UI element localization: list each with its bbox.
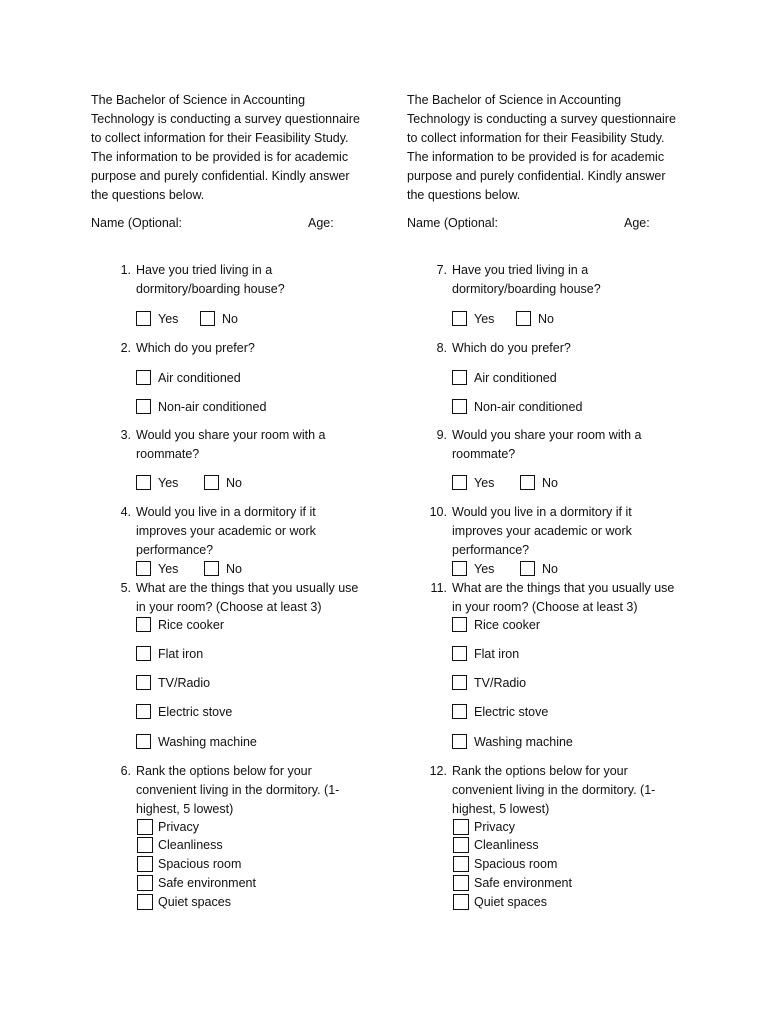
- option-label: No: [538, 312, 554, 326]
- question-text: Which do you prefer?: [452, 341, 571, 355]
- name-age-row: [407, 214, 677, 233]
- option-label: No: [226, 476, 242, 490]
- question-12: [407, 762, 677, 819]
- option-label: Safe environment: [474, 876, 572, 890]
- checkbox[interactable]: [452, 370, 467, 385]
- q9-no-option[interactable]: [520, 474, 558, 492]
- checkbox[interactable]: [520, 561, 535, 576]
- intro-text: The Bachelor of Science in Accounting Technology is conducting a survey questionnaire to collect information for their Feasibility Study. The information to be provided is for academic purpose and purely confidential. Kindly answer the questions below.: [407, 93, 676, 202]
- option-label: Privacy: [158, 820, 199, 834]
- question-text: What are the things that you usually use in your room? (Choose at least 3): [136, 581, 359, 614]
- option-label: Rice cooker: [474, 618, 540, 632]
- q6-rank-privacy[interactable]: [137, 818, 199, 836]
- checkbox[interactable]: [520, 475, 535, 490]
- q4-yes-option[interactable]: [136, 560, 178, 578]
- question-7: [407, 261, 677, 299]
- rank-box[interactable]: [453, 856, 469, 872]
- intro-text: The Bachelor of Science in Accounting Technology is conducting a survey questionnaire to collect information for their Feasibility Study. The information to be provided is for academic purpose and purely confidential. Kindly answer the questions below.: [91, 93, 360, 202]
- option-label: Cleanliness: [474, 838, 539, 852]
- q12-rank-spacious-room[interactable]: [453, 855, 557, 873]
- checkbox[interactable]: [136, 311, 151, 326]
- rank-box[interactable]: [137, 856, 153, 872]
- q11-option-electric-stove[interactable]: [452, 703, 548, 721]
- q8-aircon-option[interactable]: [452, 369, 557, 387]
- option-label: Rice cooker: [158, 618, 224, 632]
- checkbox[interactable]: [452, 399, 467, 414]
- q6-rank-cleanliness[interactable]: [137, 836, 223, 854]
- rank-box[interactable]: [453, 819, 469, 835]
- q6-rank-quiet-spaces[interactable]: [137, 893, 231, 911]
- rank-box[interactable]: [453, 894, 469, 910]
- question-1: [91, 261, 361, 299]
- question-number: 11.: [430, 581, 447, 595]
- rank-box[interactable]: [137, 819, 153, 835]
- option-label: Cleanliness: [158, 838, 223, 852]
- question-5: [91, 579, 361, 617]
- checkbox[interactable]: [452, 646, 467, 661]
- question-6: [91, 762, 361, 819]
- checkbox[interactable]: [452, 475, 467, 490]
- age-label: Age:: [308, 216, 334, 230]
- q5-option-tv-radio[interactable]: [136, 674, 210, 692]
- question-text: Rank the options below for your convenient living in the dormitory. (1-highest, 5 lowest): [452, 764, 656, 816]
- question-8: [407, 339, 677, 358]
- question-text: Would you share your room with a roommate?: [452, 428, 642, 461]
- option-label: Privacy: [474, 820, 515, 834]
- option-label: No: [542, 476, 558, 490]
- survey-column-left: [91, 91, 361, 909]
- q6-rank-safe-environment[interactable]: [137, 874, 256, 892]
- question-9: [407, 426, 677, 464]
- question-4: [91, 503, 361, 560]
- question-number: 9.: [436, 428, 447, 442]
- option-label: Air conditioned: [158, 371, 241, 385]
- q9-yes-option[interactable]: [452, 474, 494, 492]
- option-label: Yes: [158, 476, 179, 490]
- option-label: Quiet spaces: [158, 895, 231, 909]
- q11-option-washing-machine[interactable]: [452, 733, 573, 751]
- checkbox[interactable]: [136, 399, 151, 414]
- q5-option-rice-cooker[interactable]: [136, 616, 224, 634]
- checkbox[interactable]: [452, 617, 467, 632]
- checkbox[interactable]: [136, 734, 151, 749]
- question-number: 4.: [120, 505, 131, 519]
- option-label: Washing machine: [474, 735, 573, 749]
- rank-box[interactable]: [453, 837, 469, 853]
- checkbox[interactable]: [136, 704, 151, 719]
- option-label: Non-air conditioned: [158, 400, 267, 414]
- question-11: [407, 579, 677, 617]
- q2-aircon-option[interactable]: [136, 369, 241, 387]
- question-text: Which do you prefer?: [136, 341, 255, 355]
- option-label: Washing machine: [158, 735, 257, 749]
- q8-nonaircon-option[interactable]: [452, 398, 582, 416]
- question-text: What are the things that you usually use in your room? (Choose at least 3): [452, 581, 675, 614]
- q12-rank-cleanliness[interactable]: [453, 836, 539, 854]
- question-number: 10.: [429, 505, 447, 519]
- q7-yes-option[interactable]: [452, 310, 494, 328]
- question-text: Have you tried living in a dormitory/boarding house?: [136, 263, 285, 296]
- question-number: 2.: [120, 341, 131, 355]
- q12-rank-quiet-spaces[interactable]: [453, 893, 547, 911]
- rank-box[interactable]: [453, 875, 469, 891]
- checkbox[interactable]: [452, 704, 467, 719]
- q11-option-rice-cooker[interactable]: [452, 616, 540, 634]
- checkbox[interactable]: [136, 646, 151, 661]
- q10-yes-option[interactable]: [452, 560, 494, 578]
- question-number: 12.: [429, 764, 447, 778]
- name-label: Name (Optional:: [91, 216, 183, 230]
- question-2: [91, 339, 361, 358]
- checkbox[interactable]: [452, 675, 467, 690]
- checkbox[interactable]: [452, 561, 467, 576]
- option-label: Yes: [158, 562, 179, 576]
- q3-no-option[interactable]: [204, 474, 242, 492]
- question-number: 6.: [120, 764, 131, 778]
- option-label: Yes: [474, 476, 495, 490]
- q5-option-flat-iron[interactable]: [136, 645, 203, 663]
- option-label: Safe environment: [158, 876, 256, 890]
- checkbox[interactable]: [452, 734, 467, 749]
- option-label: Quiet spaces: [474, 895, 547, 909]
- option-label: TV/Radio: [158, 676, 211, 690]
- question-number: 3.: [120, 428, 131, 442]
- q1-no-option[interactable]: [200, 310, 238, 328]
- checkbox[interactable]: [136, 617, 151, 632]
- checkbox[interactable]: [204, 475, 219, 490]
- checkbox[interactable]: [136, 675, 151, 690]
- question-text: Rank the options below for your convenient living in the dormitory. (1-highest, 5 lowest): [136, 764, 340, 816]
- question-number: 5.: [120, 581, 131, 595]
- name-label: Name (Optional:: [407, 216, 499, 230]
- rank-box[interactable]: [137, 894, 153, 910]
- survey-column-right: [407, 91, 677, 909]
- option-label: Flat iron: [474, 647, 520, 661]
- q5-option-electric-stove[interactable]: [136, 703, 232, 721]
- option-label: Yes: [158, 312, 179, 326]
- option-label: Spacious room: [474, 857, 558, 871]
- age-label: Age:: [624, 216, 650, 230]
- question-text: Would you share your room with a roommate?: [136, 428, 326, 461]
- question-number: 7.: [436, 263, 447, 277]
- q10-no-option[interactable]: [520, 560, 558, 578]
- option-label: Electric stove: [474, 705, 549, 719]
- checkbox[interactable]: [200, 311, 215, 326]
- q12-rank-safe-environment[interactable]: [453, 874, 572, 892]
- question-text: Would you live in a dormitory if it improves your academic or work performance?: [452, 505, 632, 557]
- name-age-row: [91, 214, 361, 233]
- option-label: No: [226, 562, 242, 576]
- q6-rank-spacious-room[interactable]: [137, 855, 241, 873]
- option-label: Air conditioned: [474, 371, 557, 385]
- question-number: 8.: [436, 341, 447, 355]
- checkbox[interactable]: [136, 561, 151, 576]
- q2-nonaircon-option[interactable]: [136, 398, 266, 416]
- rank-box[interactable]: [137, 875, 153, 891]
- option-label: Electric stove: [158, 705, 233, 719]
- q12-rank-privacy[interactable]: [453, 818, 515, 836]
- q4-no-option[interactable]: [204, 560, 242, 578]
- option-label: No: [222, 312, 238, 326]
- option-label: Yes: [474, 562, 495, 576]
- question-text: Have you tried living in a dormitory/boarding house?: [452, 263, 601, 296]
- checkbox[interactable]: [136, 475, 151, 490]
- q7-no-option[interactable]: [516, 310, 554, 328]
- question-text: Would you live in a dormitory if it improves your academic or work performance?: [136, 505, 316, 557]
- option-label: Yes: [474, 312, 495, 326]
- checkbox[interactable]: [516, 311, 531, 326]
- q11-option-flat-iron[interactable]: [452, 645, 519, 663]
- q11-option-tv-radio[interactable]: [452, 674, 526, 692]
- question-10: [407, 503, 677, 560]
- rank-box[interactable]: [137, 837, 153, 853]
- q1-yes-option[interactable]: [136, 310, 178, 328]
- option-label: TV/Radio: [474, 676, 527, 690]
- question-3: [91, 426, 361, 464]
- option-label: Flat iron: [158, 647, 204, 661]
- question-number: 1.: [120, 263, 131, 277]
- q5-option-washing-machine[interactable]: [136, 733, 257, 751]
- checkbox[interactable]: [204, 561, 219, 576]
- option-label: Non-air conditioned: [474, 400, 583, 414]
- option-label: No: [542, 562, 558, 576]
- checkbox[interactable]: [452, 311, 467, 326]
- checkbox[interactable]: [136, 370, 151, 385]
- option-label: Spacious room: [158, 857, 242, 871]
- q3-yes-option[interactable]: [136, 474, 178, 492]
